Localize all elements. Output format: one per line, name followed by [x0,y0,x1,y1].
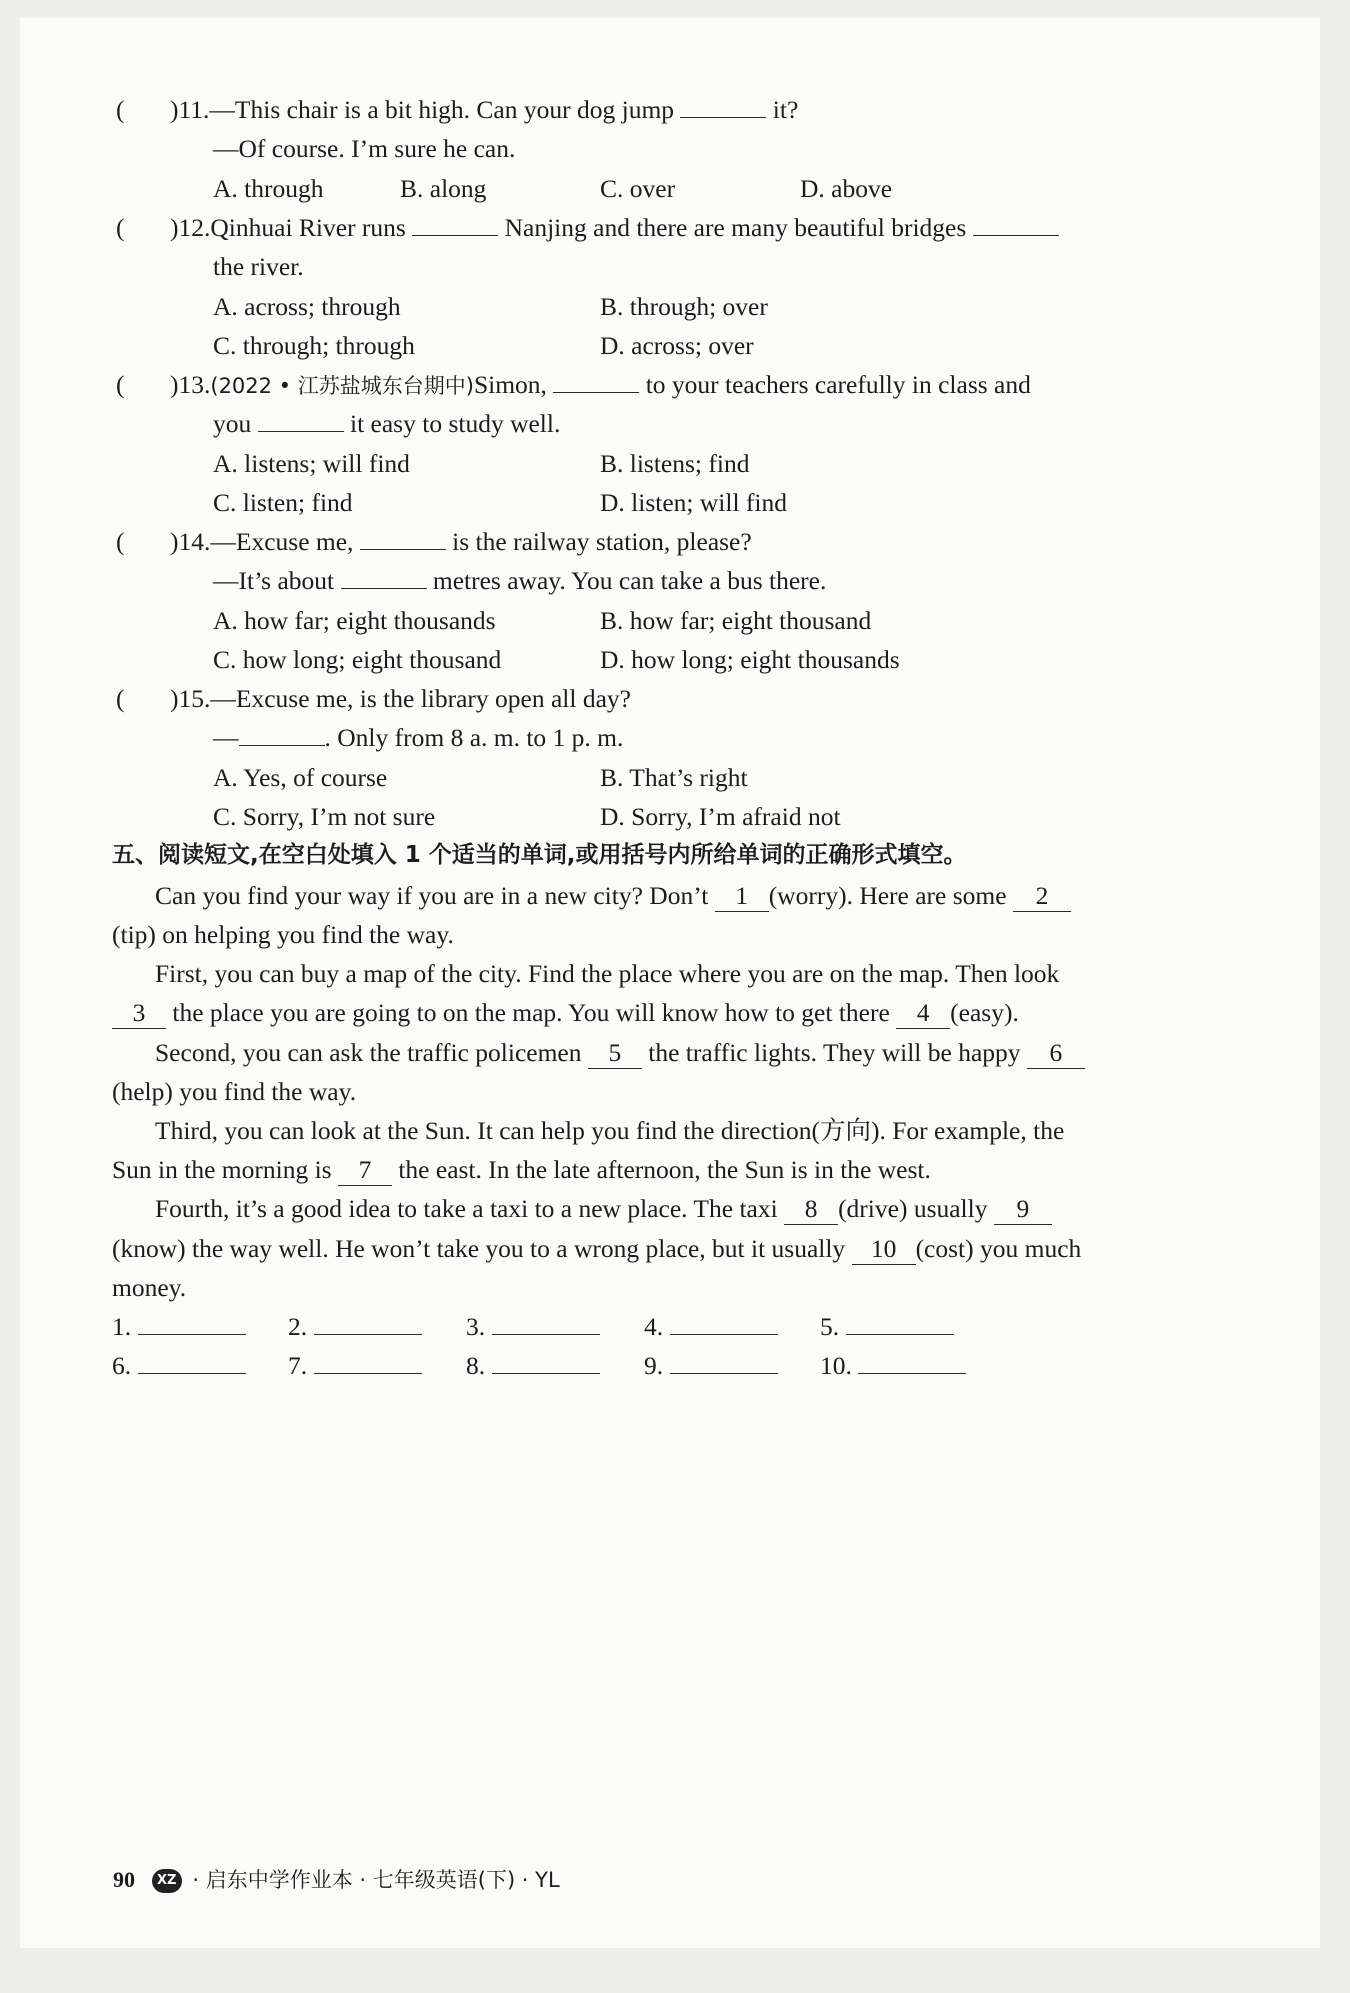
q14-stem-a: —Excuse me, [210,527,354,556]
q14-reply-b: metres away. You can take a bus there. [432,566,827,595]
answer-field[interactable] [314,1305,422,1335]
q12-paren: ( [116,213,125,242]
q15-option-d: D. Sorry, I’m afraid not [600,802,841,831]
q14-reply-a: —It’s about [213,566,335,595]
q11-number: )11. [170,95,210,124]
q11-reply: —Of course. I’m sure he can. [213,134,516,163]
q11-option-a: A. through [213,174,324,203]
answer-label: 1. [112,1312,132,1341]
q13-option-b: B. listens; find [600,449,750,478]
q13-stem-a: Simon, [473,370,547,399]
answer-field[interactable] [670,1305,778,1335]
q13-paren: ( [116,370,125,399]
passage-text: the traffic lights. They will be happy [648,1038,1021,1067]
passage-p2-line1: First, you can buy a map of the city. Find the place where you are on the map. Then look [155,959,1060,988]
answer-6 [112,1341,246,1390]
passage-blank-3[interactable]: 3 [112,998,166,1029]
q15-paren: ( [116,684,125,713]
q11-option-d: D. above [800,174,893,203]
worksheet-page [20,18,1320,1948]
q13-stem-c: you [213,409,252,438]
q14-number: )14. [170,527,211,556]
footer-text: · 启东中学作业本 · 七年级英语(下) · YL [192,1868,560,1892]
q12-stem-c: the river. [213,252,304,281]
passage-p3-line2: (help) you find the way. [112,1077,357,1106]
q15-option-a: A. Yes, of course [213,763,388,792]
q14-blank-2[interactable] [341,559,427,589]
passage-p5-line3: money. [112,1273,187,1302]
passage-text: (know) the way well. He won’t take you to a wrong place, but it usually [112,1234,846,1263]
passage-p5-line2 [112,1224,1081,1273]
q12-blank-2[interactable] [973,206,1059,236]
passage-blank-2[interactable]: 2 [1013,881,1071,912]
q13-number: )13. [170,370,211,399]
page-footer [113,1865,560,1895]
passage-p4-line1: Third, you can look at the Sun. It can help you find the direction(方向). For example, the [155,1116,1065,1145]
passage-text: the east. In the late afternoon, the Sun is in the west. [398,1155,931,1184]
answer-label: 2. [288,1312,308,1341]
q11-option-b: B. along [400,174,487,203]
passage-blank-4[interactable]: 4 [896,998,950,1029]
answer-7 [288,1341,422,1390]
q11-stem-b: it? [772,95,799,124]
q15-option-b: B. That’s right [600,763,748,792]
answer-label: 5. [820,1312,840,1341]
q12-stem-b: Nanjing and there are many beautiful bridges [504,213,967,242]
page-number: 90 [113,1867,135,1892]
q13-blank-2[interactable] [258,402,344,432]
answer-field[interactable] [492,1305,600,1335]
passage-blank-7[interactable]: 7 [338,1155,392,1186]
passage-text: (worry). Here are some [768,881,1007,910]
q12-stem-a: Qinhuai River runs [210,213,406,242]
q11-stem-a: —This chair is a bit high. Can your dog jump [209,95,675,124]
q15-blank[interactable] [239,716,325,746]
answer-field[interactable] [138,1344,246,1374]
section-heading: 五、阅读短文,在空白处填入 1 个适当的单词,或用括号内所给单词的正确形式填空。 [112,842,967,868]
passage-text: (drive) usually [838,1194,988,1223]
passage-text: (easy). [950,998,1019,1027]
answer-10 [820,1341,966,1390]
q15-stem-a: —Excuse me, is the library open all day? [210,684,631,713]
passage-blank-1[interactable]: 1 [715,881,769,912]
answer-field[interactable] [846,1305,954,1335]
answer-field[interactable] [138,1305,246,1335]
q14-option-b: B. how far; eight thousand [600,606,872,635]
passage-blank-8[interactable]: 8 [784,1194,838,1225]
q12-option-d: D. across; over [600,331,754,360]
q14-paren: ( [116,527,125,556]
answer-field[interactable] [492,1344,600,1374]
q14-blank-1[interactable] [360,520,446,550]
q13-option-d: D. listen; will find [600,488,787,517]
q14-stem-b: is the railway station, please? [452,527,752,556]
q13-source: (2022 • 江苏盐城东台期中) [210,374,474,398]
answer-8 [466,1341,600,1390]
answer-label: 10. [820,1351,852,1380]
q11-option-c: C. over [600,174,676,203]
q11-paren: ( [116,95,125,124]
q13-option-c: C. listen; find [213,488,353,517]
q12-option-a: A. across; through [213,292,401,321]
passage-text: the place you are going to on the map. You will know how to get there [172,998,890,1027]
answer-9 [644,1341,778,1390]
passage-p1-line2: (tip) on helping you find the way. [112,920,454,949]
answer-field[interactable] [858,1344,966,1374]
publisher-logo-icon: XZ [152,1869,182,1893]
answer-label: 4. [644,1312,664,1341]
passage-blank-6[interactable]: 6 [1027,1038,1085,1069]
q15-number: )15. [170,684,211,713]
q12-blank-1[interactable] [412,206,498,236]
passage-blank-9[interactable]: 9 [994,1194,1052,1225]
q13-stem-d: it easy to study well. [350,409,561,438]
passage-text: Sun in the morning is [112,1155,332,1184]
q11-blank[interactable] [680,88,766,118]
q13-stem-b: to your teachers carefully in class and [645,370,1031,399]
passage-text: Fourth, it’s a good idea to take a taxi to a new place. The taxi [155,1194,778,1223]
q14-option-a: A. how far; eight thousands [213,606,496,635]
answer-label: 9. [644,1351,664,1380]
q15-option-c: C. Sorry, I’m not sure [213,802,436,831]
q15-reply-a: — [213,723,239,752]
answer-label: 7. [288,1351,308,1380]
q12-option-c: C. through; through [213,331,415,360]
q12-number: )12. [170,213,211,242]
answer-field[interactable] [314,1344,422,1374]
q13-option-a: A. listens; will find [213,449,410,478]
passage-text: Can you find your way if you are in a new city? Don’t [155,881,709,910]
passage-blank-5[interactable]: 5 [588,1038,642,1069]
answer-field[interactable] [670,1344,778,1374]
passage-text: Second, you can ask the traffic policemen [155,1038,582,1067]
q14-option-d: D. how long; eight thousands [600,645,900,674]
passage-blank-10[interactable]: 10 [852,1234,916,1265]
q13-blank-1[interactable] [553,363,639,393]
answer-label: 8. [466,1351,486,1380]
answer-label: 3. [466,1312,486,1341]
q15-reply-b: . Only from 8 a. m. to 1 p. m. [324,723,624,752]
passage-text: (cost) you much [915,1234,1082,1263]
answer-label: 6. [112,1351,132,1380]
q12-option-b: B. through; over [600,292,768,321]
q14-option-c: C. how long; eight thousand [213,645,502,674]
